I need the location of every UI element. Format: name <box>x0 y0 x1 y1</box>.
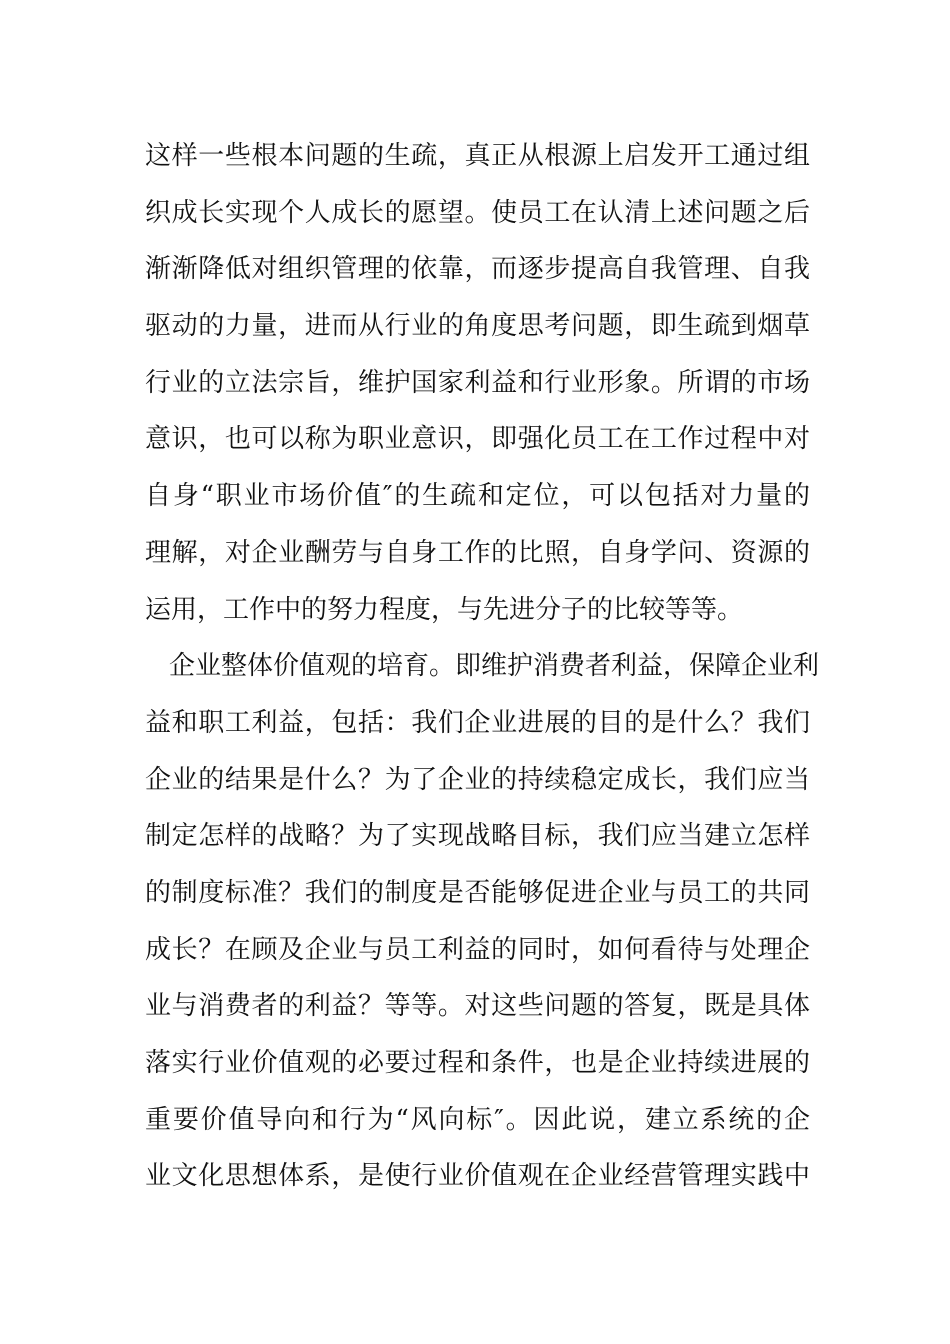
text-line: 成长？在顾及企业与员工利益的同时，如何看待与处理企 <box>145 934 810 965</box>
text-line: 业与消费者的利益？等等。对这些问题的答复，既是具体 <box>145 991 810 1022</box>
text-line: 企业的结果是什么？为了企业的持续稳定成长，我们应当 <box>145 764 810 795</box>
text-line: 业文化思想体系，是使行业价值观在企业经营管理实践中 <box>145 1161 810 1192</box>
text-line: 驱动的力量，进而从行业的角度思考问题，即生疏到烟草 <box>145 311 810 342</box>
text-line: 织成长实现个人成长的愿望。使员工在认清上述问题之后 <box>145 197 810 228</box>
text-line: 理解，对企业酬劳与自身工作的比照，自身学问、资源的 <box>145 537 810 568</box>
text-line: 行业的立法宗旨，维护国家利益和行业形象。所谓的市场 <box>145 367 810 398</box>
paragraph-start-line: 企业整体价值观的培育。即维护消费者利益，保障企业利 <box>169 651 820 682</box>
text-line: 益和职工利益，包括：我们企业进展的目的是什么？我们 <box>145 707 810 738</box>
text-line: 这样一些根本问题的生疏，真正从根源上启发开工通过组 <box>145 141 810 171</box>
document-body <box>145 128 820 1205</box>
text-line: 自身“职业市场价值″的生疏和定位，可以包括对力量的 <box>145 481 810 512</box>
text-line: 重要价值导向和行为“风向标″。因此说，建立系统的企 <box>145 1104 810 1135</box>
text-line: 意识，也可以称为职业意识，即强化员工在工作过程中对 <box>145 424 810 455</box>
text-line: 渐渐降低对组织管理的依靠，而逐步提高自我管理、自我 <box>145 254 810 285</box>
paragraph-end-line: 运用，工作中的努力程度，与先进分子的比较等等。 <box>145 594 744 625</box>
text-line: 的制度标准？我们的制度是否能够促进企业与员工的共同 <box>145 877 810 908</box>
text-line: 制定怎样的战略？为了实现战略目标，我们应当建立怎样 <box>145 821 810 852</box>
text-line: 落实行业价值观的必要过程和条件，也是企业持续进展的 <box>145 1048 810 1078</box>
